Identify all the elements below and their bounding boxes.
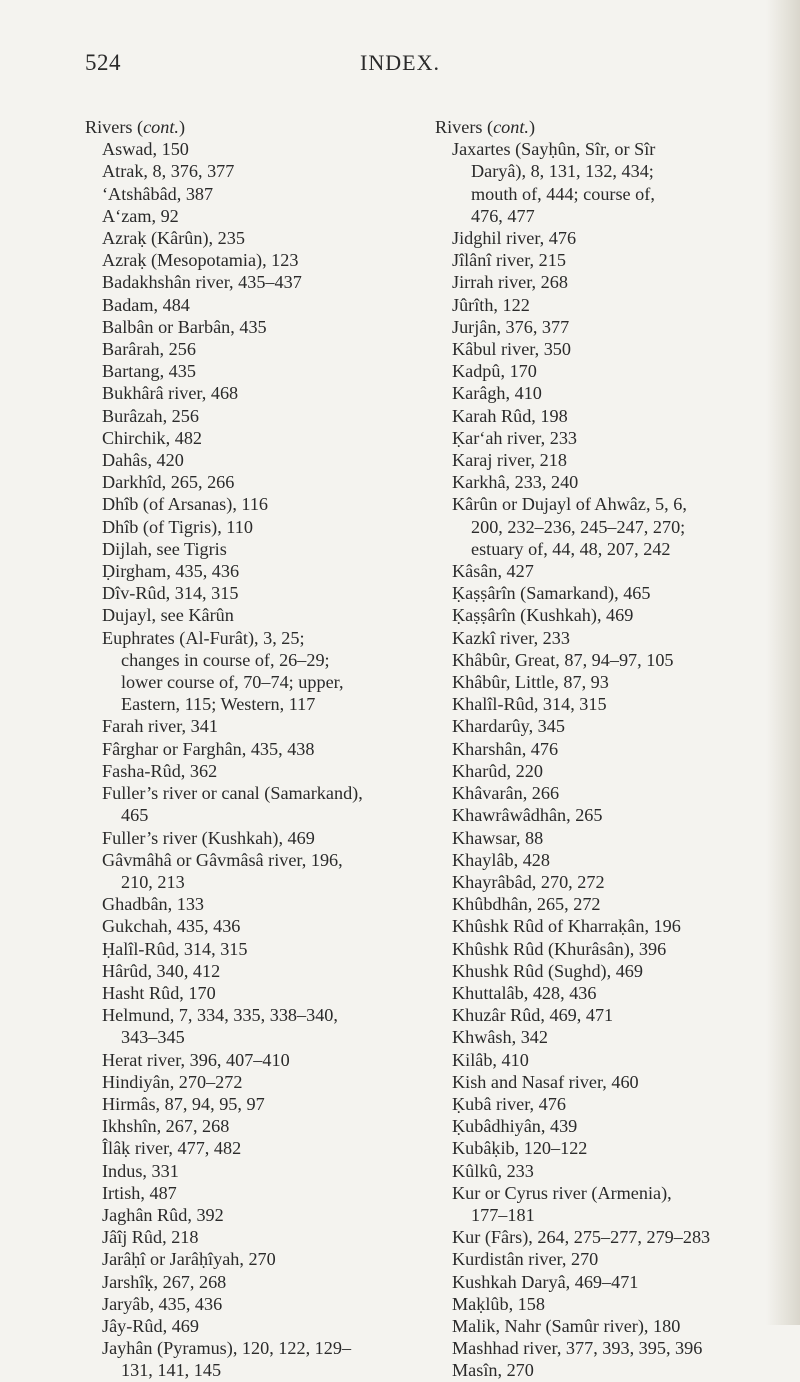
index-entry-continuation: changes in course of, 26–29; xyxy=(121,649,330,670)
index-entry: Khardarûy, 345 xyxy=(452,716,565,737)
index-entry: Ḥalîl-Rûd, 314, 315 xyxy=(102,938,248,959)
index-entry: Khûshk Rûd of Kharraḳân, 196 xyxy=(452,916,681,937)
index-entry: Karaj river, 218 xyxy=(452,450,567,471)
page-header xyxy=(0,50,800,90)
index-entry: Kur or Cyrus river (Armenia), xyxy=(452,1182,672,1203)
index-entry: Jûrîth, 122 xyxy=(452,294,530,315)
index-entry: Khâvarân, 266 xyxy=(452,783,560,804)
index-entry: Jurjân, 376, 377 xyxy=(452,316,570,337)
index-entry-continuation: lower course of, 70–74; upper, xyxy=(121,672,344,693)
index-entry-continuation: 200, 232–236, 245–247, 270; xyxy=(471,516,686,537)
index-entry: Ḳar‘ah river, 233 xyxy=(452,427,578,448)
index-entry: Hârûd, 340, 412 xyxy=(102,960,221,981)
index-entry: Khuttalâb, 428, 436 xyxy=(452,982,597,1003)
index-entry: Malik, Nahr (Samûr river), 180 xyxy=(452,1315,681,1336)
index-entry-continuation: 131, 141, 145 xyxy=(121,1360,222,1381)
index-entry: Îlâḳ river, 477, 482 xyxy=(102,1138,242,1159)
index-entry: Chirchik, 482 xyxy=(102,427,203,448)
index-entry: Ḳaṣṣârîn (Kushkah), 469 xyxy=(452,605,634,626)
index-column-left xyxy=(85,116,425,1382)
index-entry: Masîn, 270 xyxy=(452,1360,534,1381)
index-entry-continuation: Daryâ), 8, 131, 132, 434; xyxy=(471,161,654,182)
running-title: INDEX. xyxy=(360,50,440,75)
index-entry: Herat river, 396, 407–410 xyxy=(102,1049,290,1070)
index-entry: Kilâb, 410 xyxy=(452,1049,529,1070)
index-entry: Burâzah, 256 xyxy=(102,405,199,426)
index-entry: Karkhâ, 233, 240 xyxy=(452,472,579,493)
index-entry: Hindiyân, 270–272 xyxy=(102,1071,243,1092)
index-entry: Khalîl-Rûd, 314, 315 xyxy=(452,694,607,715)
index-entry: Dahâs, 420 xyxy=(102,450,184,471)
index-entry: Kâsân, 427 xyxy=(452,561,534,582)
index-entry: Jaghân Rûd, 392 xyxy=(102,1204,224,1225)
index-entry: Jarâḥî or Jarâḥîyah, 270 xyxy=(102,1249,276,1270)
index-entry: Jaryâb, 435, 436 xyxy=(102,1293,223,1314)
index-entry-continuation: 177–181 xyxy=(471,1204,535,1225)
index-entry: Farah river, 341 xyxy=(102,716,218,737)
index-entry: Khwâsh, 342 xyxy=(452,1027,548,1048)
index-entry: Maḳlûb, 158 xyxy=(452,1293,545,1314)
index-entry: Khawsar, 88 xyxy=(452,827,544,848)
index-entry: Helmund, 7, 334, 335, 338–340, xyxy=(102,1005,338,1026)
index-entry-continuation: 476, 477 xyxy=(471,205,535,226)
index-entry: Mashhad river, 377, 393, 395, 396 xyxy=(452,1338,703,1359)
index-entry: Jayhân (Pyramus), 120, 122, 129– xyxy=(102,1338,352,1359)
index-entry: Bartang, 435 xyxy=(102,361,196,382)
index-entry: Jây-Rûd, 469 xyxy=(102,1315,199,1336)
index-entry: Fuller’s river or canal (Samarkand), xyxy=(102,783,363,804)
index-entry: Kushkah Daryâ, 469–471 xyxy=(452,1271,639,1292)
index-entry: Gukchah, 435, 436 xyxy=(102,916,241,937)
index-entry: Kazkî river, 233 xyxy=(452,627,570,648)
index-entry: Kârûn or Dujayl of Ahwâz, 5, 6, xyxy=(452,494,687,515)
index-entry: Badakhshân river, 435–437 xyxy=(102,272,302,293)
index-entry: Karah Rûd, 198 xyxy=(452,405,568,426)
index-entry: Ḳubâ river, 476 xyxy=(452,1093,566,1114)
index-entry: Ikhshîn, 267, 268 xyxy=(102,1116,230,1137)
index-entry: Fârghar or Farghân, 435, 438 xyxy=(102,738,315,759)
page-number: 524 xyxy=(85,50,121,75)
index-entry: Fuller’s river (Kushkah), 469 xyxy=(102,827,315,848)
index-entry: Jirrah river, 268 xyxy=(452,272,568,293)
index-entry: Kish and Nasaf river, 460 xyxy=(452,1071,639,1092)
index-entry: Khûshk Rûd (Khurâsân), 396 xyxy=(452,938,667,959)
index-entry: Darkhîd, 265, 266 xyxy=(102,472,235,493)
index-entry: Azraḳ (Kârûn), 235 xyxy=(102,228,245,249)
index-entry: Kubâḳib, 120–122 xyxy=(452,1138,588,1159)
index-entry: Jidghil river, 476 xyxy=(452,228,577,249)
index-entry: A‘zam, 92 xyxy=(102,205,179,226)
index-entry: Kûlkû, 233 xyxy=(452,1160,534,1181)
index-entry: Kharûd, 220 xyxy=(452,760,543,781)
index-entry: Dîv-Rûd, 314, 315 xyxy=(102,583,239,604)
index-entry: Ḳaṣṣârîn (Samarkand), 465 xyxy=(452,583,651,604)
index-entry: Balbân or Barbân, 435 xyxy=(102,316,267,337)
index-entry: Ḳubâdhiyân, 439 xyxy=(452,1116,578,1137)
index-entry: ‘Atshâbâd, 387 xyxy=(102,183,214,204)
index-entry: Euphrates (Al-Furât), 3, 25; xyxy=(102,627,305,648)
column-heading: Rivers (cont.) xyxy=(85,117,186,137)
index-entry: Khaylâb, 428 xyxy=(452,849,550,870)
index-entry: Aswad, 150 xyxy=(102,139,189,160)
index-entry: Azraḳ (Mesopotamia), 123 xyxy=(102,250,299,271)
index-entry: Kur (Fârs), 264, 275–277, 279–283 xyxy=(452,1227,711,1248)
index-entry: Ghadbân, 133 xyxy=(102,894,205,915)
index-entry: Khâbûr, Great, 87, 94–97, 105 xyxy=(452,649,674,670)
index-entry-continuation: 343–345 xyxy=(121,1027,185,1048)
index-entry: Bukhârâ river, 468 xyxy=(102,383,239,404)
index-entry: Dhîb (of Arsanas), 116 xyxy=(102,494,269,515)
index-entry: Hasht Rûd, 170 xyxy=(102,982,216,1003)
index-entry: Khûbdhân, 265, 272 xyxy=(452,894,601,915)
index-entry: Kadpû, 170 xyxy=(452,361,537,382)
column-heading: Rivers (cont.) xyxy=(435,117,536,137)
index-entry: Atrak, 8, 376, 377 xyxy=(102,161,235,182)
index-entry-continuation: 465 xyxy=(121,805,149,826)
index-entry: Hirmâs, 87, 94, 95, 97 xyxy=(102,1093,265,1114)
index-entry: Irtish, 487 xyxy=(102,1182,177,1203)
index-entry: Gâvmâhâ or Gâvmâsâ river, 196, xyxy=(102,849,343,870)
index-entry: Indus, 331 xyxy=(102,1160,179,1181)
index-entry: Dujayl, see Kârûn xyxy=(102,605,234,626)
index-entry: Dhîb (of Tigris), 110 xyxy=(102,516,253,537)
index-entry-continuation: estuary of, 44, 48, 207, 242 xyxy=(471,538,671,559)
index-entry: Barârah, 256 xyxy=(102,339,196,360)
index-entry: Ḍirgham, 435, 436 xyxy=(102,561,240,582)
index-entry: Jarshîḳ, 267, 268 xyxy=(102,1271,227,1292)
index-entry: Karâgh, 410 xyxy=(452,383,542,404)
index-entry-continuation: mouth of, 444; course of, xyxy=(471,183,655,204)
index-entry: Fasha-Rûd, 362 xyxy=(102,760,218,781)
index-entry: Kurdistân river, 270 xyxy=(452,1249,599,1270)
index-entry: Khuzâr Rûd, 469, 471 xyxy=(452,1005,614,1026)
index-entry: Khushk Rûd (Sughd), 469 xyxy=(452,960,643,981)
index-column-right xyxy=(435,116,780,1382)
index-entry-continuation: 210, 213 xyxy=(121,871,185,892)
index-entry: Dijlah, see Tigris xyxy=(102,538,227,559)
index-entry: Khâbûr, Little, 87, 93 xyxy=(452,672,609,693)
index-entry: Jâîj Rûd, 218 xyxy=(102,1227,199,1248)
index-entry: Kharshân, 476 xyxy=(452,738,559,759)
index-entry: Badam, 484 xyxy=(102,294,190,315)
index-entry-continuation: Eastern, 115; Western, 117 xyxy=(121,694,316,715)
index-entry: Kâbul river, 350 xyxy=(452,339,571,360)
index-entry: Jîlânî river, 215 xyxy=(452,250,566,271)
index-entry: Khayrâbâd, 270, 272 xyxy=(452,871,605,892)
index-entry: Jaxartes (Sayḥûn, Sîr, or Sîr xyxy=(452,139,656,160)
index-entry: Khawrâwâdhân, 265 xyxy=(452,805,603,826)
